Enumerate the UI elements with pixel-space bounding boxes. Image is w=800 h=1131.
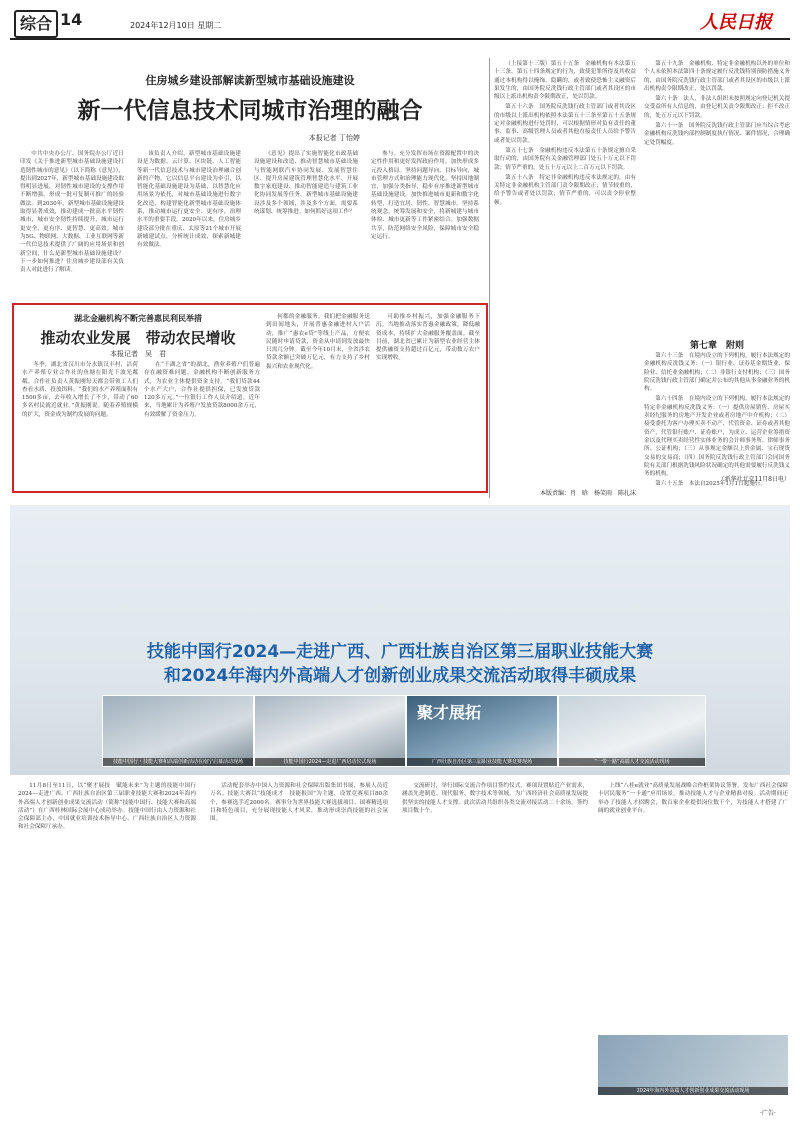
feature-headline: 推动农业发展 带动农民增收	[40, 329, 236, 347]
main-col-text: 中共中央办公厅、国务院办公厅近日印发《关于推进新型城市基础设施建设打造韧性城市的意见》（以下简称《意见》），提出到2027年，新型城市基础设施建设取得明显进展，对韧性城市建设的支撑作用不断增强，形成一批可复制可推广的经验做法。到2030年，新型城市基础设施建设取得显著成效，推动建成一批高水平韧性城市，城市安全韧性持续提升，城市运行更安全、更有序、更智慧、更高效。城市为5G、物联网、大数据、工业互联网等新一代信息技术提供了广阔的应用场景和创新空间，什么是新型城市基础设施建设？下一步如何推进？住房城乡建设部有关负责人对此进行了解读。	[20, 151, 124, 274]
law-paragraph: 第五十八条 特定非金融机构违反本法规定的，由有关特定非金融机构主管部门责令限期改正；情节较重的，给予警告或者处以罚款；情节严重的，可以责令停业整顿。	[494, 174, 636, 206]
main-col-4	[371, 150, 479, 298]
ad-mark: ·广告·	[760, 1110, 776, 1117]
issue-date: 2024年12月10日 星期二	[130, 21, 222, 30]
banner-title-line1: 技能中国行2024—走进广西、广西壮族自治区第三届职业技能大赛	[146, 642, 654, 662]
page-credit: 本版责编：肖 晗 杨笑雨 陈扎沫	[540, 490, 637, 497]
main-col-text: 该负责人介绍，新型城市基础设施建设是为数据、云计算、区块链、人工智能等新一代信息技术与城市建设治理融合创新的产物。它以信息平台建设为牵引，以智能化基础设施建设为基础，以智慧化应用场景为依托，对城市基础设施进行数字化改造，构建智能化新型城市基础设施体系，推动城市运行更安全、更有序，治理水平的重要手段。2020年以来，住房城乡建设部分批在重庆、太原等21个城市开展新城建试点，分析统计成效，探索新城建有效做法。	[137, 151, 241, 249]
bottom-col-4	[598, 782, 788, 1027]
main-headline: 新一代信息技术同城市治理的融合	[77, 98, 423, 124]
feature-col-text: 可助推乡村振兴，加强金融服务下沉。当地推动落实普惠金融政策，降低融资成本，持续扩大金融服务覆盖面。截至目前，湖北省已累计为新型农业经营主体提供融资支持超过百亿元，带动数万农户实现增收。	[376, 314, 480, 362]
feature-kicker: 湖北金融机构不断完善惠民利民举措	[74, 313, 202, 323]
law-paragraph: 第六十条 法人、非法人组织未按照规定向登记机关提交受益所有人信息的，由登记机关责令限期改正；拒不改正的，处五万元以下罚款。	[644, 96, 790, 119]
feature-col-text: 冬季，湖北省汉川市分水镇汉丰村，洁荷水产养殖专业合作社的鱼塘在阳光下波光粼粼。合作社负责人黄振刚每天都会带领工人们查看水质、投放饵料。“我们的水产养殖面积有1500多亩，去年收入增长了不少，带动了60多名村民就近就业。”黄振刚说。随着养殖规模的扩大，资金成为制约发展的问题。	[22, 362, 138, 418]
feature-col-4	[376, 313, 480, 489]
right-col-2	[644, 60, 790, 330]
photo-caption: 广西壮族自治区第三届职业技能大赛竞赛现场	[407, 758, 557, 766]
feature-col-3	[266, 313, 370, 489]
banner-photo-3	[406, 695, 558, 767]
banner-photo-1	[102, 695, 254, 767]
bottom-text: 上线“八桂e就业”高质量发展战略合作框架协议签署，发布广西社会保障卡居民服务“一卡通”应用场景，推动技能人才与企业精准对接。活动期间还举办了技能人才招聘会，数百家企业提供岗位数千个，为技能人才搭建了广阔的就业创业平台。	[598, 783, 788, 814]
banner-photo-4	[558, 695, 706, 767]
feature-col-2	[144, 361, 260, 489]
feature-col-text: 何都的金融服务。我们把金融服务送到田间地头，开展普惠金融进村入户活动，推广“惠农e贷”等线上产品，方便农民随时申请贷款，资金从申请到发放最快只需几分钟。截至今年10月末，全省涉农贷款余额已突破万亿元，有力支持了乡村振兴和农业现代化。	[266, 314, 370, 370]
event-banner	[10, 505, 790, 775]
law-paragraph: 第六十五条 本法自2025年1月1日起施行。	[655, 481, 767, 488]
banner-photo-2	[254, 695, 406, 767]
section-label: 综合	[14, 10, 58, 38]
bottom-col-2	[210, 782, 388, 1082]
page-number: 14	[60, 10, 83, 29]
law-paragraph: （上接第十三版）第五十五条 金融机构有本法第五十三条、第五十四条规定的行为，致使犯罪所得及其收益通过本机构得以掩饰、隐瞒的，或者致使恐怖主义融资后果发生的，由国务院反洗钱行政主管部门或者其设区的市级以上派出机构责令限期改正，处以罚款。	[494, 61, 636, 101]
law-paragraph: 第六十一条 国务院反洗钱行政主管部门应当综合考虑金融机构反洗钱内部控制制度执行情况、案件情况，合理确定处罚幅度。	[644, 123, 790, 146]
chapter-heading: 第七章 附则	[689, 341, 744, 351]
banner-title-line2: 和2024年海内外高端人才创新创业成果交流活动取得丰硕成果	[163, 666, 637, 686]
source-note: （新华社北京11月8日电）	[718, 476, 790, 483]
feature-box	[12, 303, 488, 493]
law-paragraph: 第六十三条 在境内设立的下列机构，履行本法规定的金融机构反洗钱义务：（一）银行业、证券基金期货业、保险业、信托业金融机构；（二）非银行支付机构；（三）国务院反洗钱行政主管部门确定并公布的其他从事金融业务的机构。	[644, 353, 790, 393]
bottom-text: 11月8日至11日，以“聚才展技 赋能未来”为主题的技能中国行2024—走进广西、广西壮族自治区第三届职业技能大赛和2024年海内外高端人才创新创业成果交流活动（简称“技能中国行、技能大赛和高端活动”）在广西桂林国际会展中心成功举办。技能中国行由人力资源和社会保障部主办，中国就业培训技术指导中心、广西壮族自治区人力资源和社会保障厅承办。	[18, 783, 196, 831]
photo-caption: 技能中国行2024—走进广西启动仪式现场	[255, 758, 405, 766]
bottom-col-3	[402, 782, 588, 1082]
header-rule	[10, 38, 790, 40]
feature-col-text: 在“千湖之省”的湖北，渔业养殖户们普遍存在融资难问题。金融机构不断创新服务方式，为农业主体提供资金支持。“我们贷款44个水产大户，合作社提供担保，已发放贷款120多万元。”一位银行工作人员介绍道。近年来，当地累计为养殖户发放贷款8000余万元，有效缓解了资金压力。	[144, 362, 260, 418]
page-header	[0, 0, 800, 40]
feature-col-1	[22, 361, 138, 489]
main-col-2	[137, 150, 241, 298]
law-paragraph: 第五十六条 国务院反洗钱行政主管部门或者其设区的市级以上派出机构依照本法第五十三条至第五十五条规定对金融机构进行处罚时，可以根据情形对负有责任的董事、监事、高级管理人员或者其他直接责任人员给予警告或者处以罚款。	[494, 104, 636, 144]
bottom-photo	[598, 1035, 788, 1095]
law-paragraph: 第五十七条 金融机构违反本法第五十条规定擅自采取行动的，由国务院有关金融管理部门处五十万元以下罚款；情节严重的，处五十万元以上二百万元以下罚款。	[494, 147, 636, 171]
law-paragraph: 第五十九条 金融机构、特定非金融机构以外的单位和个人未依照本法第四十条规定履行反洗钱特别预防措施义务的，由国务院反洗钱行政主管部门或者其设区的市级以上派出机构责令限期改正，处以罚款。	[644, 61, 790, 92]
feature-byline: 本报记者 吴 君	[110, 350, 166, 358]
main-col-text: 《意见》提出了实施智能化市政基础设施建设和改造、推动智慧城市基础设施与智能网联汽车协同发展、发展智慧住区、提升房屋建筑管理智慧化水平、开展数字家庭建设、推动智能建造与建筑工业化协同发展等任务。新型城市基础设施建设涉及多个领域，涉及多个方面，需要系统谋划、统筹推进。如何抓好这项工作？	[254, 151, 358, 216]
right-col-1	[494, 60, 636, 480]
main-byline: 本报记者 丁怡婷	[308, 134, 360, 142]
photo-caption: “一带一路”高端人才交流活动现场	[559, 758, 705, 766]
main-col-1	[20, 150, 124, 298]
main-col-3	[254, 150, 358, 298]
bottom-text: 活动配套举办中国人力资源和社会保障出版集团书展，参展人员近万名。技能大赛以“技能成才 技能报国”为主题，设置竞赛项目80余个，参赛选手近2000名。赛事分为世界技能大赛选拔项目、国赛精选项目和特色项目，充分展现技能人才风采，推动形成崇尚技能的社会氛围。	[210, 783, 388, 823]
main-kicker: 住房城乡建设部解读新型城市基础设施建设	[145, 74, 355, 87]
column-divider	[489, 58, 490, 498]
banner-big-sign: 聚才展拓	[417, 703, 482, 722]
law-paragraph: 第六十四条 在境内设立的下列机构，履行本法规定的特定非金融机构反洗钱义务：（一）提供房屋销售、房屋买卖经纪服务的房地产开发企业或者房地产中介机构；（二）接受委托为客户办理买卖不动产、代管资金、证券或者其他资产，代管银行账户、证券账户，为成立、运营企业筹措资金以及代理买卖经营性实体业务的会计师事务所、律师事务所、公证机构；（三）从事规定金额以上贵金属、宝石现货交易的交易商；（四）国务院反洗钱行政主管部门会同国务院有关部门根据洗钱风险状况确定的其他需要履行反洗钱义务的机构。	[644, 396, 790, 478]
photo-caption: 技能中国行・技能大赛和高端创新活动在南宁启幕活动现场	[103, 758, 253, 766]
main-col-text: 参与。充分发挥市场在资源配置中的决定性作用和更好发挥政府作用，加快形成多元投入格局。坚持问题导向、目标导向，城市管理方式和治理能力现代化。坚持因地制宜，加强分类指导，稳步有序推进新型城市基础设施建设。加快推进城市更新和数字化转型，打造宜居、韧性、智慧城市。坚持系统观念，统筹发展和安全，将新城建与城市体检、城市更新等工作紧密结合。加强数据共享，防范网络安全风险，保障城市安全稳定运行。	[371, 151, 479, 240]
bottom-text: 交流研讨，举行国际交流合作项目签约仪式。赛项设置贴近产业需求，涵盖先进制造、现代服务、数字技术等领域，为广西经济社会高质量发展提供坚实的技能人才支撑。此次活动共组织各类交流对接活动二十余场，签约项目数十个。	[402, 783, 588, 814]
newspaper-logo: 人民日报	[700, 12, 772, 33]
photo-caption: 2024年海内外高端人才创新创业成果交流活动现场	[598, 1087, 788, 1095]
bottom-col-1	[18, 782, 196, 1082]
